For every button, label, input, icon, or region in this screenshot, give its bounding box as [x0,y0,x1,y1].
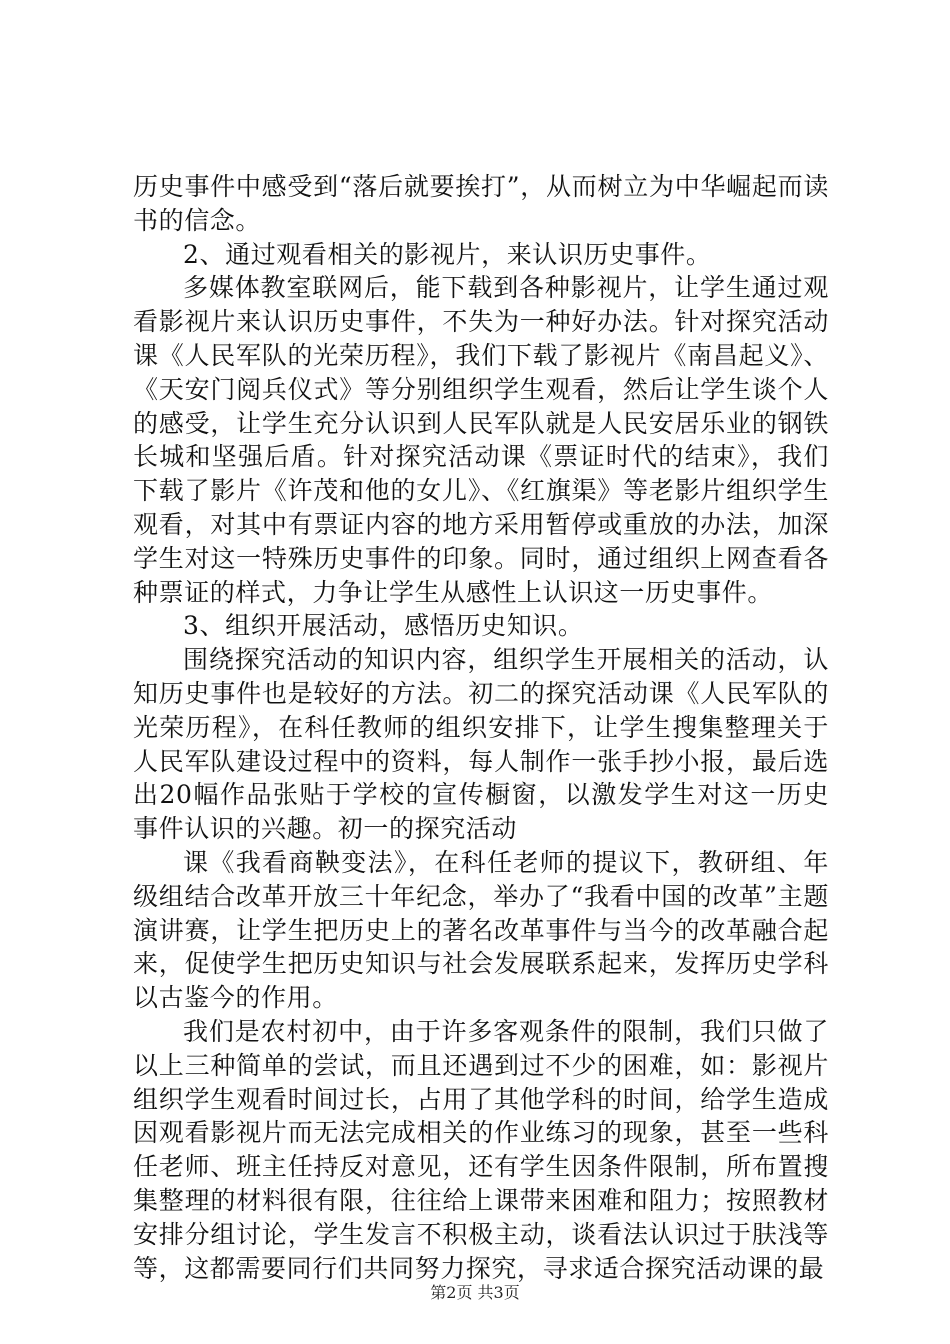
paragraph: 我们是农村初中，由于许多客观条件的限制，我们只做了以上三种简单的尝试，而且还遇到过不少的困难，如：影视片组织学生观看时间过长，占用了其他学科的时间，给学生造成因观看影视片而无法完成相关的作业练习的现象，甚至一些科任老师、班主任持反对意见，还有学生因条件限制，所布置搜集整理的材料很有限，往往给上课带来困难和阻力；按照教材安排分组讨论，学生发言不积极主动，谈看法认识过于肤浅等等，这都需要同行们共同努力探究，寻求适合探究活动课的最 [133,1016,829,1283]
paragraph: 3、组织开展活动，感悟历史知识。 [183,611,584,641]
paragraph: 历史事件中感受到“落后就要挨打”，从而树立为中华崛起而读书的信念。 [133,172,829,235]
page-number-footer: 第2页 共3页 [430,1283,520,1302]
paragraph: 课《我看商鞅变法》，在科任老师的提议下，教研组、年级组结合改革开放三十年纪念，举办了“我看中国的改革”主题演讲赛，让学生把历史上的著名改革事件与当今的改革融合起来，促使学生把历史知识与社会发展联系起来，发挥历史学科以古鉴今的作用。 [133,847,829,1013]
paragraph: 围绕探究活动的知识内容，组织学生开展相关的活动，认知历史事件也是较好的方法。初二的探究活动课《人民军队的光荣历程》，在科任教师的组织安排下，让学生搜集整理关于人民军队建设过程中的资料，每人制作一张手抄小报，最后选出20幅作品张贴于学校的宣传橱窗，以激发学生对这一历史事件认识的兴趣。初一的探究活动 [133,645,829,844]
paragraph: 2、通过观看相关的影视片，来认识历史事件。 [183,239,712,269]
document-body [133,170,829,1285]
paragraph: 多媒体教室联网后，能下载到各种影视片，让学生通过观看影视片来认识历史事件，不失为一种好办法。针对探究活动课《人民军队的光荣历程》，我们下载了影视片《南昌起义》、《天安门阅兵仪式》等分别组织学生观看，然后让学生谈个人的感受，让学生充分认识到人民军队就是人民安居乐业的钢铁长城和坚强后盾。针对探究活动课《票证时代的结束》，我们下载了影片《许茂和他的女儿》、《红旗渠》等老影片组织学生观看，对其中有票证内容的地方采用暂停或重放的办法，加深学生对这一特殊历史事件的印象。同时，通过组织上网查看各种票证的样式，力争让学生从感性上认识这一历史事件。 [133,273,829,607]
